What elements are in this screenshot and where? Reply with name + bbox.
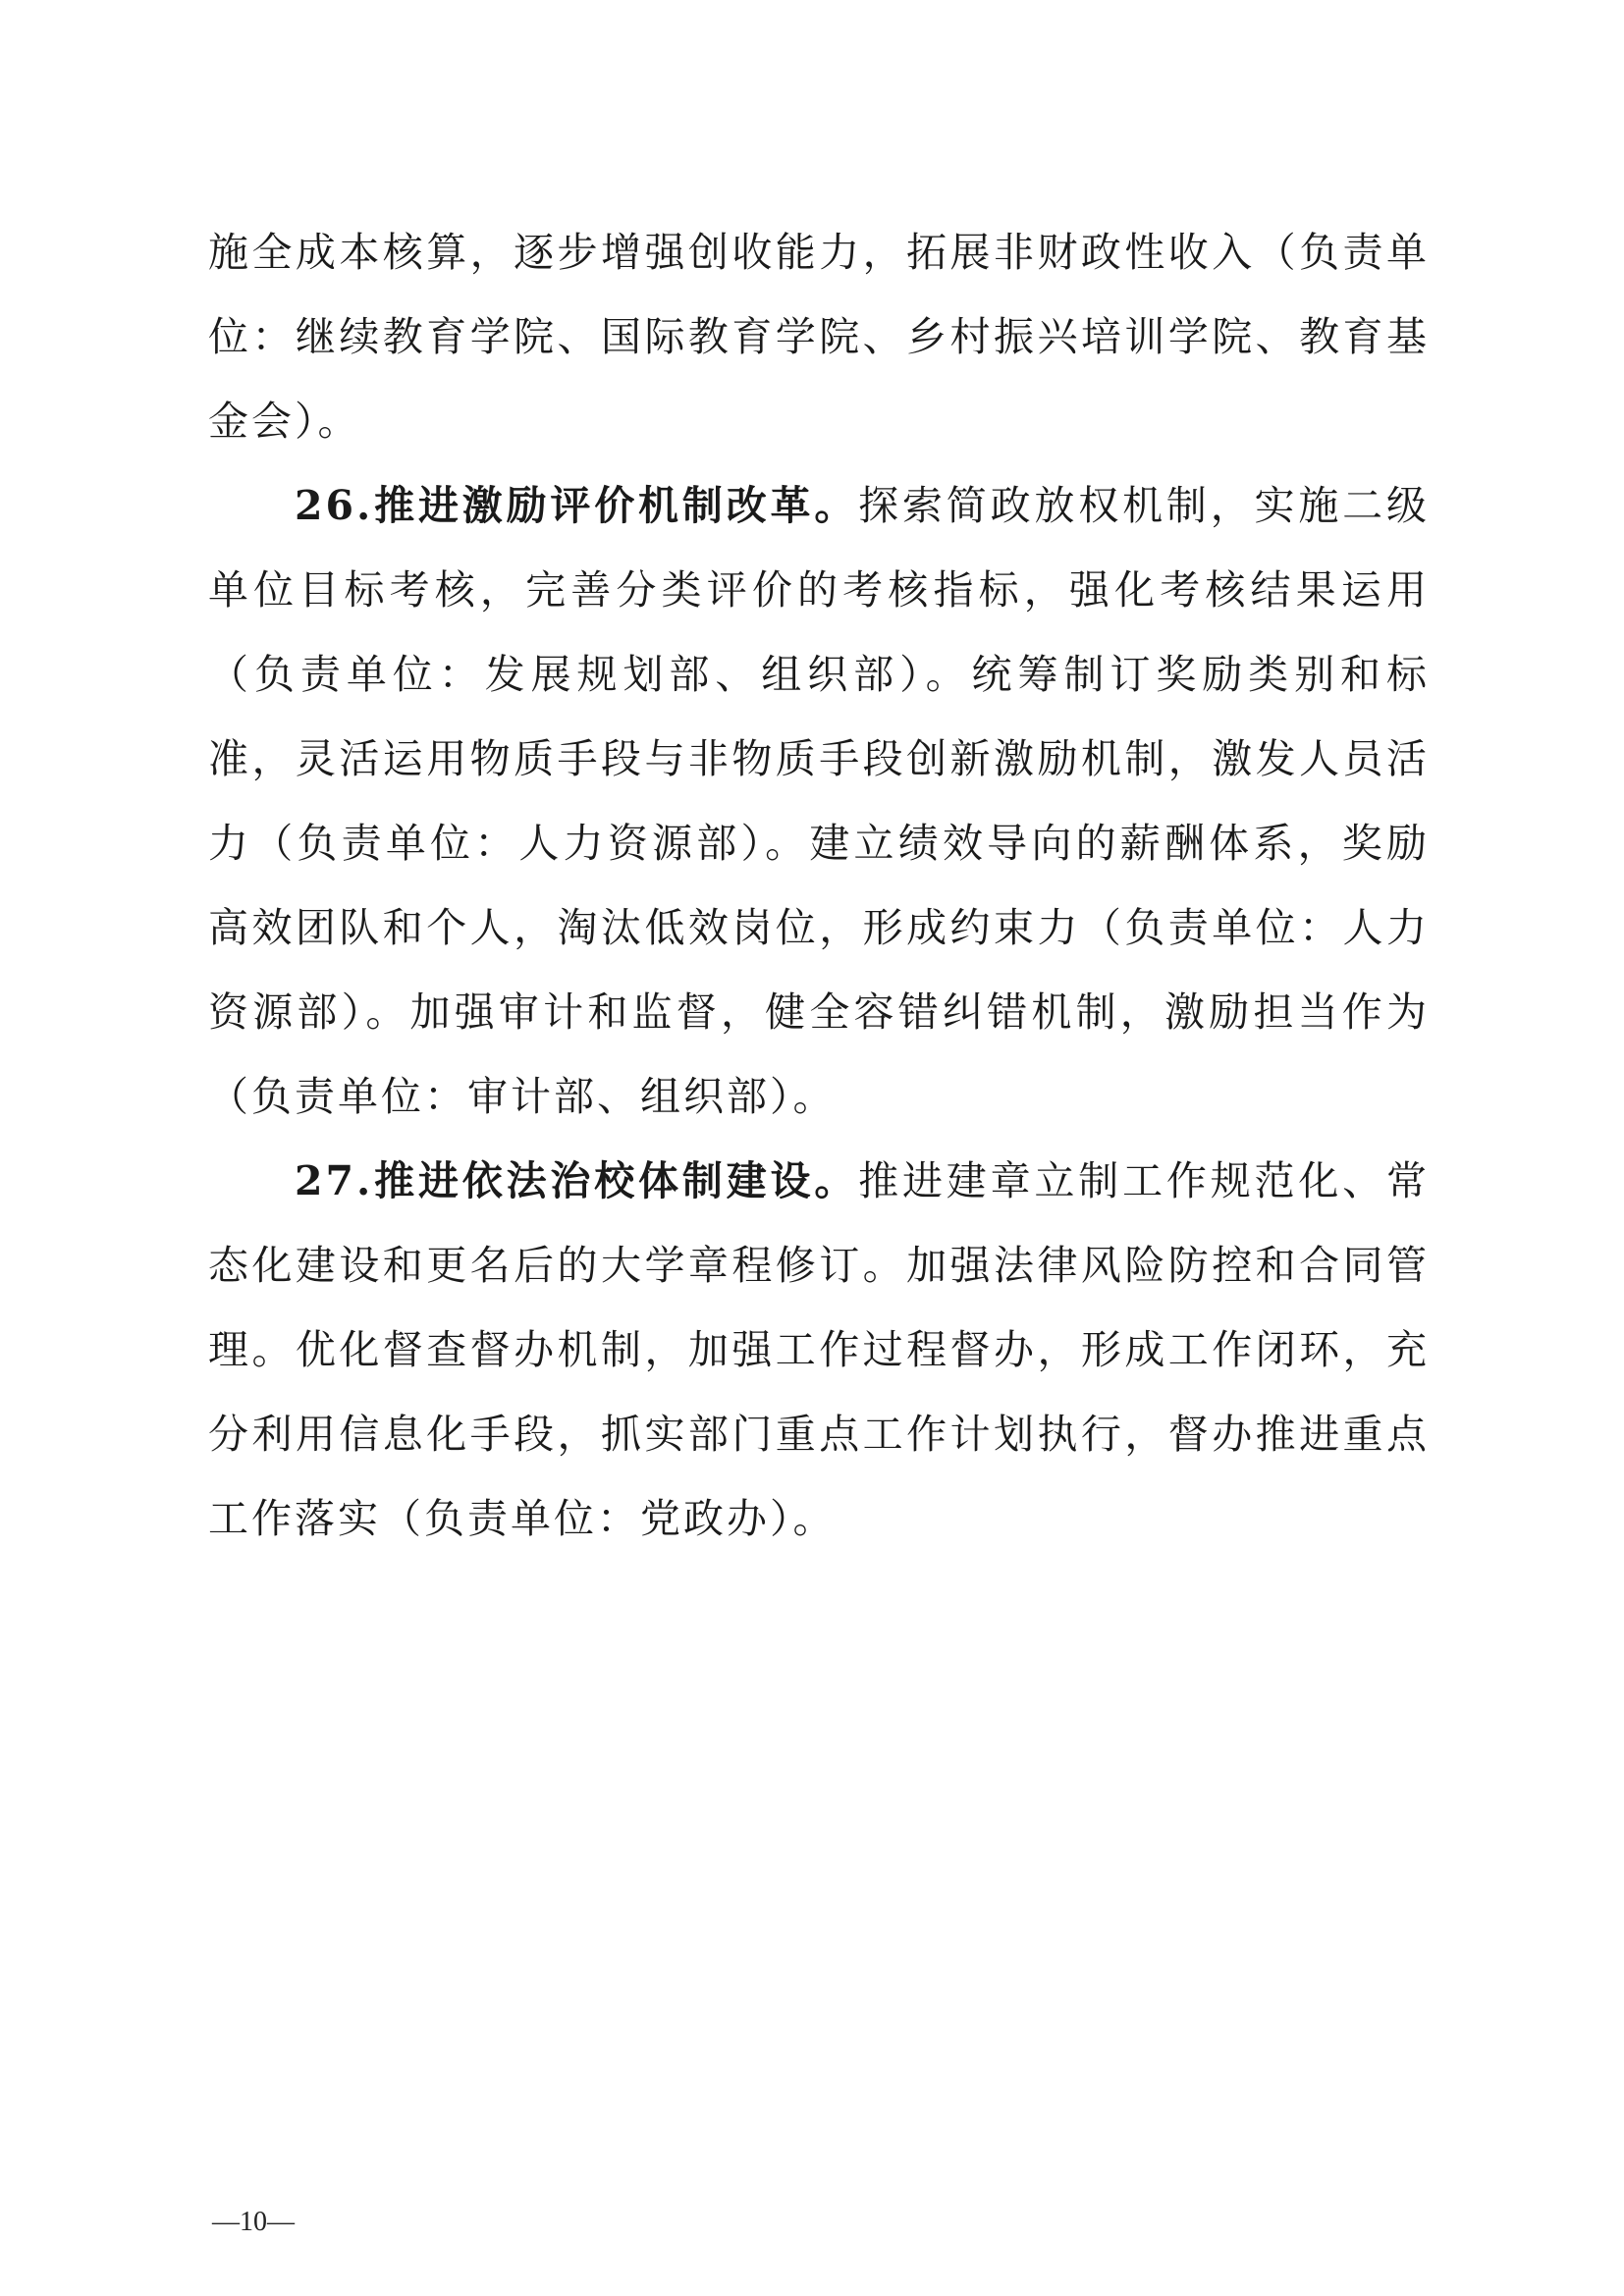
document-body: [208, 210, 1430, 1561]
page-number: —10—: [212, 2207, 295, 2237]
paragraph-text: 推进建章立制工作规范化、常态化建设和更名后的大学章程修订。加强法律风险防控和合同管理。优化督查督办机制，加强工作过程督办，形成工作闭环，充分利用信息化手段，抓实部门重点工作计划执行，督办推进重点工作落实（负责单位：党政办）。: [208, 1157, 1430, 1542]
paragraph-item-26: [208, 463, 1430, 1139]
paragraph-item-27: [208, 1139, 1430, 1561]
item-heading: 26.推进激励评价机制改革。: [295, 482, 859, 529]
item-heading: 27.推进依法治校体制建设。: [295, 1157, 859, 1204]
paragraph-text: 探索简政放权机制，实施二级单位目标考核，完善分类评价的考核指标，强化考核结果运用（负责单位：发展规划部、组织部）。统筹制订奖励类别和标准，灵活运用物质手段与非物质手段创新激励机制，激发人员活力（负责单位：人力资源部）。建立绩效导向的薪酬体系，奖励高效团队和个人，淘汰低效岗位，形成约束力（负责单位：人力资源部）。加强审计和监督，健全容错纠错机制，激励担当作为（负责单位：审计部、组织部）。: [208, 482, 1430, 1120]
paragraph-text: 施全成本核算，逐步增强创收能力，拓展非财政性收入（负责单位：继续教育学院、国际教育学院、乡村振兴培训学院、教育基金会）。: [208, 229, 1430, 445]
paragraph-continuation: [208, 210, 1430, 463]
